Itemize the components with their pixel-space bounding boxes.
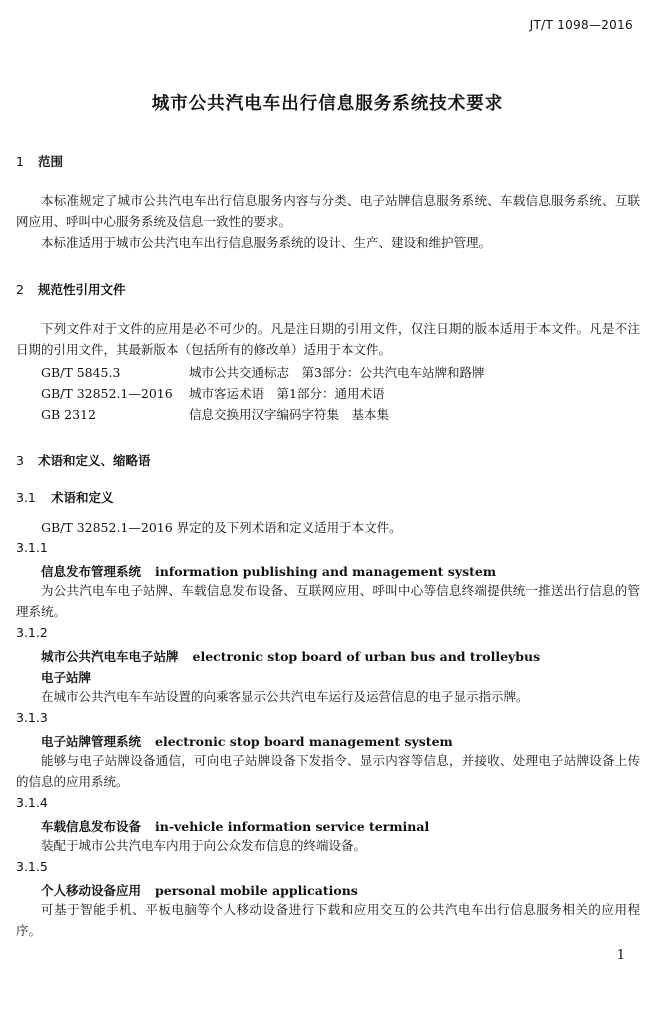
term-alias: [41, 668, 91, 686]
standard-number: JT/T 1098—2016: [529, 18, 633, 32]
reference-item: [41, 363, 484, 381]
reference-code: GB 2312: [41, 407, 96, 422]
term-entry: [41, 881, 358, 899]
term-definition: 可基于智能手机、平板电脑等个人移动设备进行下载和应用交互的公共汽电车出行信息服务相关的应用程序。: [16, 902, 640, 938]
reference-code: GB/T 32852.1—2016: [41, 386, 173, 401]
term-alias-text: 电子站牌: [41, 670, 92, 685]
section-title: 规范性引用文件: [38, 282, 126, 297]
reference-title: 城市客运术语 第1部分：通用术语: [189, 386, 385, 401]
term-number: 3.1.3: [16, 710, 48, 725]
scope-paragraph-2: 本标准适用于城市公共汽电车出行信息服务系统的设计、生产、建设和维护管理。: [41, 235, 492, 250]
section-number: 1: [16, 154, 24, 169]
term-chinese: 个人移动设备应用: [41, 883, 142, 898]
reference-code: GB/T 5845.3: [41, 365, 121, 380]
subsection-title: 术语和定义: [51, 490, 114, 505]
section-1-heading: [16, 152, 63, 170]
term-definition: 能够与电子站牌设备通信，可向电子站牌设备下发指令、显示内容等信息，并接收、处理电子站牌设备上传的信息的应用系统。: [16, 753, 640, 789]
term-entry: [41, 732, 453, 750]
subsection-number: 3.1: [16, 490, 36, 505]
term-definition: 装配于城市公共汽电车内用于向公众发布信息的终端设备。: [41, 838, 367, 853]
section-3-heading: [16, 451, 151, 469]
term-chinese: 电子站牌管理系统: [41, 734, 142, 749]
term-english: personal mobile applications: [155, 883, 358, 898]
term-entry: [41, 817, 429, 835]
section-number: 3: [16, 453, 24, 468]
term-entry: [41, 562, 496, 580]
term-english: electronic stop board of urban bus and trolleybus: [192, 649, 541, 664]
term-chinese: 车载信息发布设备: [41, 819, 142, 834]
section-2-heading: [16, 280, 126, 298]
section-title: 术语和定义、缩略语: [38, 453, 151, 468]
normative-references-intro: 下列文件对于文件的应用是必不可少的。凡是注日期的引用文件，仅注日期的版本适用于本文件。凡是不注日期的引用文件，其最新版本（包括所有的修改单）适用于本文件。: [16, 321, 640, 357]
subsection-3-1-heading: [16, 488, 114, 506]
term-english: electronic stop board management system: [155, 734, 453, 749]
term-number: 3.1.5: [16, 859, 48, 874]
term-chinese: 城市公共汽电车电子站牌: [41, 649, 179, 664]
term-chinese: 信息发布管理系统: [41, 564, 142, 579]
term-number: 3.1.1: [16, 540, 48, 555]
reference-title: 城市公共交通标志 第3部分：公共汽电车站牌和路牌: [189, 365, 485, 380]
term-number: 3.1.4: [16, 795, 48, 810]
term-definition: 在城市公共汽电车车站设置的向乘客显示公共汽电车运行及运营信息的电子显示指示牌。: [41, 689, 529, 704]
section-number: 2: [16, 282, 24, 297]
section-title: 范围: [38, 154, 64, 169]
reference-item: [41, 384, 384, 402]
term-english: information publishing and management system: [155, 564, 497, 579]
reference-title: 信息交换用汉字编码字符集 基本集: [189, 407, 390, 422]
term-english: in-vehicle information service terminal: [155, 819, 430, 834]
term-definition: 为公共汽电车电子站牌、车载信息发布设备、互联网应用、呼叫中心等信息终端提供统一推送出行信息的管理系统。: [16, 583, 640, 619]
term-number: 3.1.2: [16, 625, 48, 640]
document-title: 城市公共汽电车出行信息服务系统技术要求: [151, 94, 504, 114]
term-entry: [41, 647, 540, 665]
page-number: 1: [616, 948, 625, 963]
reference-item: [41, 405, 389, 423]
terms-intro: GB/T 32852.1—2016 界定的及下列术语和定义适用于本文件。: [41, 520, 402, 535]
scope-paragraph-1: 本标准规定了城市公共汽电车出行信息服务内容与分类、电子站牌信息服务系统、车载信息服务系统、互联网应用、呼叫中心服务系统及信息一致性的要求。: [16, 193, 640, 229]
